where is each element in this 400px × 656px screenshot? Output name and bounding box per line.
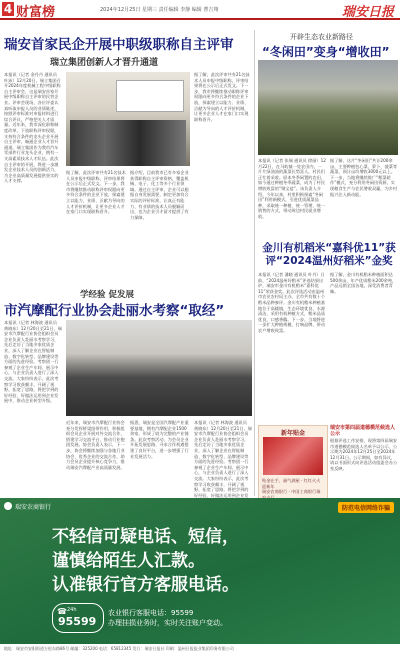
section-title: 财富榜: [16, 5, 56, 20]
phone-icon: ☎: [57, 607, 67, 616]
masthead-logo: 瑞安日报: [341, 5, 394, 20]
bank-ad-desc2: 办理挂损业务时，实时关注账户变动。: [108, 619, 227, 627]
article3-kicker: 学经验 促发展: [80, 290, 134, 300]
bank-ad-line3: 认准银行官方客服电话。: [52, 575, 239, 595]
hotline-number: 95599: [58, 615, 97, 628]
bank-name: 瑞安农商银行: [15, 504, 52, 511]
dateline: 2024年12月25日 星期三 责任编辑 李静 编辑 曹吉翔: [100, 7, 219, 13]
article3-body-col3: 据悉，瑞安是全国汽摩配产业重要基地，拥有汽摩配企业1500余家，形成了较为完整的产业链条。此次考察活动，为会员企业开拓发展思路、寻求合作机遇搭建了良好平台，进一步增强了行业发展活力。: [130, 420, 189, 459]
photo-banner: [116, 80, 184, 112]
divider-vertical-right: [254, 30, 255, 496]
article3-title: 市汽摩配行业协会赴丽水考察“取经”: [4, 303, 225, 319]
ad-card-title: 新年贴金: [280, 430, 305, 437]
bank-ad-desc1: 农业银行客服电话：95599: [108, 609, 194, 617]
article2-body-col1: 本报讯（记者 张瑞 通讯员 徐丽）12月22日，在马屿镇一处农田内，一片片绿油油的蔬菜长势喜人，村民们正忙着采收。原本冬季闲置的农田，如今通过种植冬季蔬菜，成为了村民增收致富的“聚宝盆”。该负责人介绍，今年以来，村里积极探索“冬闲田”利用新模式，引进优质蔬菜品种，采取统一种植、统一管理、统一销售的方式，带动周边村民就业增收。: [258, 158, 326, 219]
bank-ad-tag: 防范电信网络诈骗: [338, 502, 394, 513]
bank-logo-icon: [4, 502, 12, 510]
bank-logo: [4, 501, 64, 511]
newyear-ad-card: [258, 425, 328, 499]
ad-card-footer: 瑞安农商银行 · 中国工商银行瑞: [262, 489, 321, 494]
notice-body: 根据评选工作安排，现将第四届瑞安市道德模范候选人名单予以公示，公示期为2024年12月25日至2024年12月31日。公示期间，如有异议，请以书面形式向评选活动组委会办公室反映。: [330, 438, 398, 471]
ad-card-image: [263, 437, 323, 475]
article3-photo: [66, 320, 252, 416]
article3-body-col1: 本报讯（记者 林海波 通讯员 黄晓东）12月20日至21日，瑞安市汽摩配行业协会组织会员企业负责人赴丽水考察学习，先后走访了当地多家优质企业，深入了解企业在智能制造、数字化转型、品牌建设等方面的先进经验。考察团一行参观了企业生产车间、展示中心，与企业负责人进行了深入交流。大家纷纷表示，此次考察学习收获颇丰，开阔了视野，拓宽了思路，将把学到的好经验、好做法运用到企业发展中，推动企业转型升级。: [4, 320, 62, 404]
article1-body-col1: 本报讯（记者 金丹丹 通讯员 叶沛）12月20日，瑞立集团召开2024年度机械工程中级职称自主评审会，这是瑞安首家开展中级职称自主评审的民营企业。评审会现场，各位评委认真听取申报人员的业绩陈述，按照评审标准对申报材料进行综合评议，严格把关人才质量。近年来，我市深化职称制度改革，下放职称评审权限，支持符合条件的龙头企业开展自主评审，畅通企业人才晋升通道。瑞立集团作为我市汽车零部件行业龙头企业，拥有一支高素质技术人才队伍。此次自主评审的开展，将进一步激发企业技术人员的创新活力，为企业高质量发展提供坚实的人才支撑。: [4, 72, 61, 184]
article3-body-col2: 近年来，瑞安市汽摩配行业协会充分发挥桥梁纽带作用，积极组织会员企业开展对外交流合作，搭建学习交流平台，推动行业抱团发展。协会负责人表示，下一步，协会将继续加强与各地行业协会、优秀企业的交流合作，助力会员企业提升核心竞争力，推动瑞安汽摩配产业高质量发展。: [66, 420, 125, 470]
notice-title: 瑞安市第四届道德模范候选人公示: [330, 425, 396, 437]
article1-subtitle: 瑞立集团创新人才晋升通道: [50, 58, 159, 68]
article1-body-col3: 据介绍，目前我市已有多家企业获得职称自主评审资格，覆盖机械、电子、化工等多个行业领域。通过自主评审，企业可以根据自身发展需要，制定更加符合实际的评价标准，让真正有能力、有业绩的技术人员脱颖而出，也为企业引才留才提供了有力保障。: [130, 170, 189, 220]
bank-ad: [0, 498, 400, 644]
photo-people: [70, 120, 186, 166]
article1-photo: [66, 72, 190, 166]
bank-ad-line2: 谨慎给陌生人汇款。: [52, 551, 205, 571]
article2-photo: [258, 60, 398, 155]
page-footer: 地址：瑞安市安阳街道万松东路86号 邮编：325200 电话：65812345 发行：瑞安日报社 印刷：温州日报报业集团印务有限公司: [4, 646, 234, 651]
bank-ad-line1: 不轻信可疑电话、短信，: [52, 527, 239, 547]
article2-kicker: 开辟生态农业新路径: [290, 33, 353, 41]
article1-title: 瑞安首家民企开展中职级职称自主评审: [4, 37, 234, 53]
page-header: [0, 0, 400, 20]
article1-body-col2: 据了解，此次评审共有21名技术人员申报中级职称，评审结果将在公示后正式发文。下一步，我市将继续推动职称评审权限向更多符合条件的企业下放，探索建立以能力、业绩、贡献为导向的人才评价机制，让更多企业人才在家门口实现职称晋升。: [66, 170, 126, 215]
hotline-label: 24h: [67, 607, 77, 613]
hotline-badge: [52, 603, 104, 633]
ad-card-lines: 贴金在手，福气满屋 · 红红火火迎新年: [262, 478, 321, 489]
article4-title: 金川有机稻米“嘉科优11”获评“2024温州好稻米”金奖: [262, 242, 396, 267]
article3-body-col4: 本报讯（记者 林海波 通讯员 黄晓东）12月20日至21日，瑞安市汽摩配行业协会组织会员企业负责人赴丽水考察学习，先后走访了当地多家优质企业，深入了解企业在智能制造、数字化转型、品牌建设等方面的先进经验。考察团一行参观了企业生产车间、展示中心，与企业负责人进行了深入交流。大家纷纷表示，此次考察学习收获颇丰，开阔了视野，拓宽了思路，将把学到的好经验、好做法运用到企业发: [194, 420, 252, 498]
article1-body-col4: 据了解，此次评审共有21名技术人员申报中级职称，评审结果将在公示后正式发文。下一步，我市将继续推动职称评审权限向更多符合条件的企业下放，探索建立以能力、业绩、贡献为导向的人才评价机制，让更多企业人才在家门口实现职称晋升。: [194, 72, 250, 122]
article2-body-col2: 据了解，这片“冬闲田”共计200余亩，主要种植包心菜、萝卜、菠菜等蔬菜，预计亩均增收3000元以上。下一步，当地将继续推广“稻菜轮作”模式，充分利用冬闲田资源，实现粮食生产与农民增收双赢，为乡村振兴注入新动能。: [330, 158, 398, 197]
article4-body-col1: 本报讯（记者 潘晓 通讯员 叶丹）日前，“2024温州好稻米”评选结果出炉，瑞安市金川有机稻米“嘉科优11”荣获金奖。此次评选活动由温州市农业农村局主办，全市共有数十个稻米品种参评。金川有机稻米种植基地位于高楼镇，生态环境优良，水源清洁，采用有机种植方式，稻米品质优良，口感香糯。下一步，当地将进一步扩大种植规模，打响品牌，带动农户增收致富。: [258, 272, 326, 333]
article4-body-col2: 据了解，金川有机稻米种植面积达500余亩，年产优质稻米200余吨，产品远销全国各地，深受消费者青睐。: [330, 272, 397, 294]
article2-title: “冬闲田”变身“增收田”: [262, 45, 390, 59]
page-number: 4: [3, 2, 13, 16]
